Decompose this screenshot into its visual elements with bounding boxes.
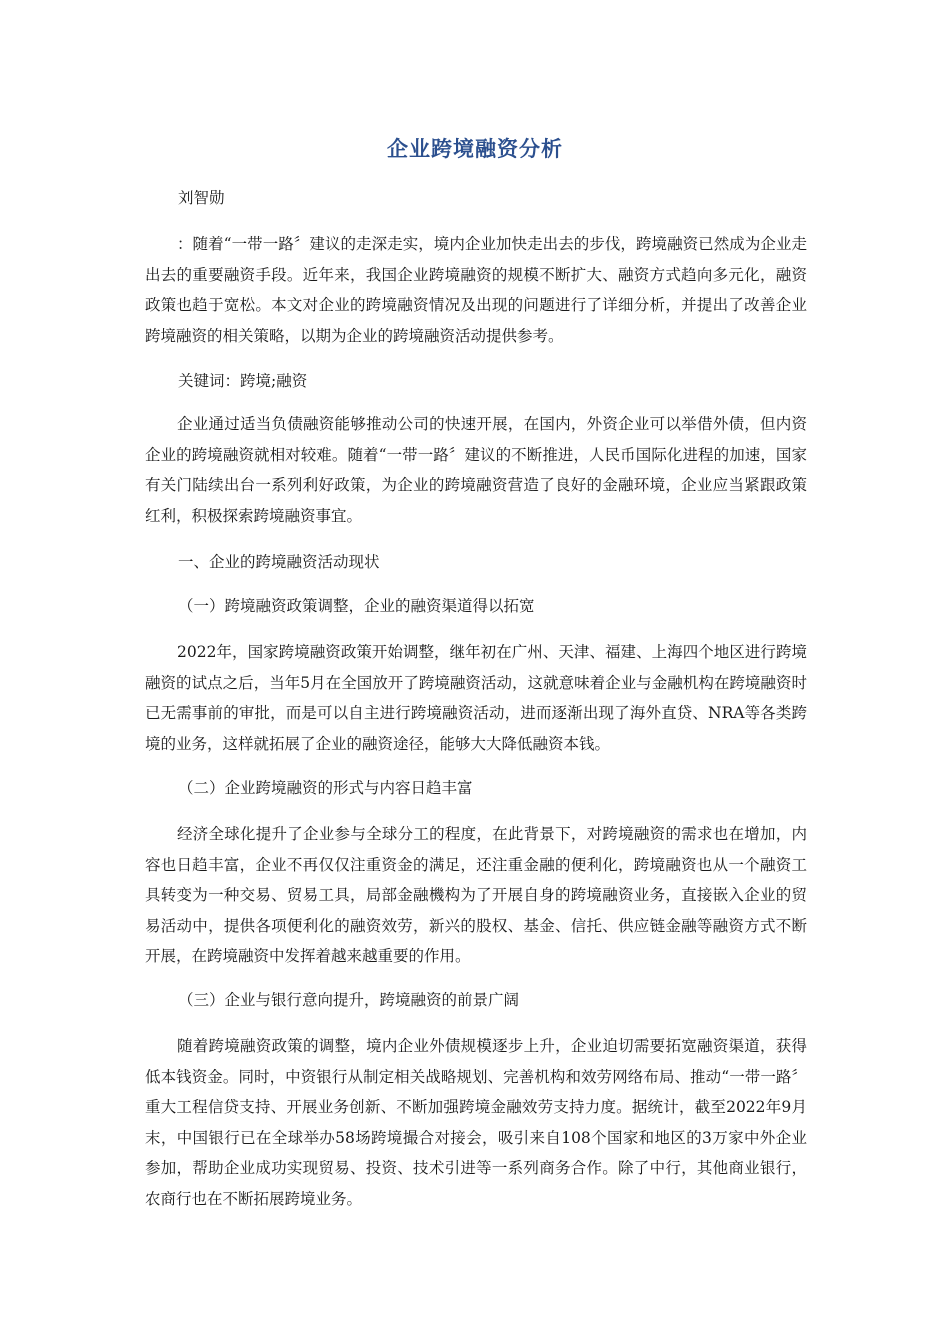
- keywords-line: 关键词：跨境;融资: [178, 372, 308, 390]
- subsection-heading-1: （一）跨境融资政策调整，企业的融资渠道得以拓宽: [178, 597, 535, 615]
- subsection-2-paragraph: 经济全球化提升了企业参与全球分工的程度，在此背景下，对跨境融资的需求也在增加，内容也日趋丰富，企业不再仅仅注重资金的满足，还注重金融的便利化，跨境融资也从一个融资工具转变为一种交易、贸易工具，局部金融機构为了开展自身的跨境融资业务，直接嵌入企业的贸易活动中，提供各项便利化的融资效劳，新兴的股权、基金、信托、供应链金融等融资方式不断开展，在跨境融资中发挥着越来越重要的作用。: [145, 825, 807, 965]
- intro-paragraph: 企业通过适当负债融资能够推动公司的快速开展，在国内，外资企业可以举借外债，但内资企业的跨境融资就相对较难。随着“一带一路〞建议的不断推进，人民币国际化进程的加速，国家有关门陆续出台一系列利好政策，为企业的跨境融资营造了良好的金融环境，企业应当紧跟政策红利，积极探索跨境融资事宜。: [145, 415, 807, 525]
- subsection-heading-3: （三）企业与银行意向提升，跨境融资的前景广阔: [178, 991, 520, 1009]
- abstract-paragraph: ：随着“一带一路〞建议的走深走实，境内企业加快走出去的步伐，跨境融资已然成为企业走出去的重要融资手段。近年来，我国企业跨境融资的规模不断扩大、融资方式趋向多元化，融资政策也趋于宽松。本文对企业的跨境融资情况及出现的问题进行了详细分析，并提出了改善企业跨境融资的相关策略，以期为企业的跨境融资活动提供参考。: [145, 235, 807, 345]
- subsection-3-paragraph: 随着跨境融资政策的调整，境内企业外债规模逐步上升，企业迫切需要拓宽融资渠道，获得低本钱资金。同时，中资银行从制定相关战略规划、完善机构和效劳网络布局、推动“一带一路〞重大工程信贷支持、开展业务创新、不断加强跨境金融效劳支持力度。据统计，截至2022年9月末，中国银行已在全球举办58场跨境撮合对接会，吸引来自108个国家和地区的3万家中外企业参加，帮助企业成功实现贸易、投资、技术引进等一系列商务合作。除了中行，其他商业银行，农商行也在不断拓展跨境业务。: [145, 1037, 807, 1208]
- subsection-1-paragraph: 2022年，国家跨境融资政策开始调整，继年初在广州、天津、福建、上海四个地区进行跨境融资的试点之后，当年5月在全国放开了跨境融资活动，这就意味着企业与金融机构在跨境融资时已无需事前的审批，而是可以自主进行跨境融资活动，进而逐渐出现了海外直贷、NRA等各类跨境的业务，这样就拓展了企业的融资途径，能够大大降低融资本钱。: [145, 643, 807, 753]
- document-title: 企业跨境融资分析: [387, 137, 563, 161]
- subsection-heading-2: （二）企业跨境融资的形式与内容日趋丰富: [178, 779, 473, 797]
- author-name: 刘智勋: [178, 189, 225, 207]
- section-heading-1: 一、企业的跨境融资活动现状: [178, 553, 380, 571]
